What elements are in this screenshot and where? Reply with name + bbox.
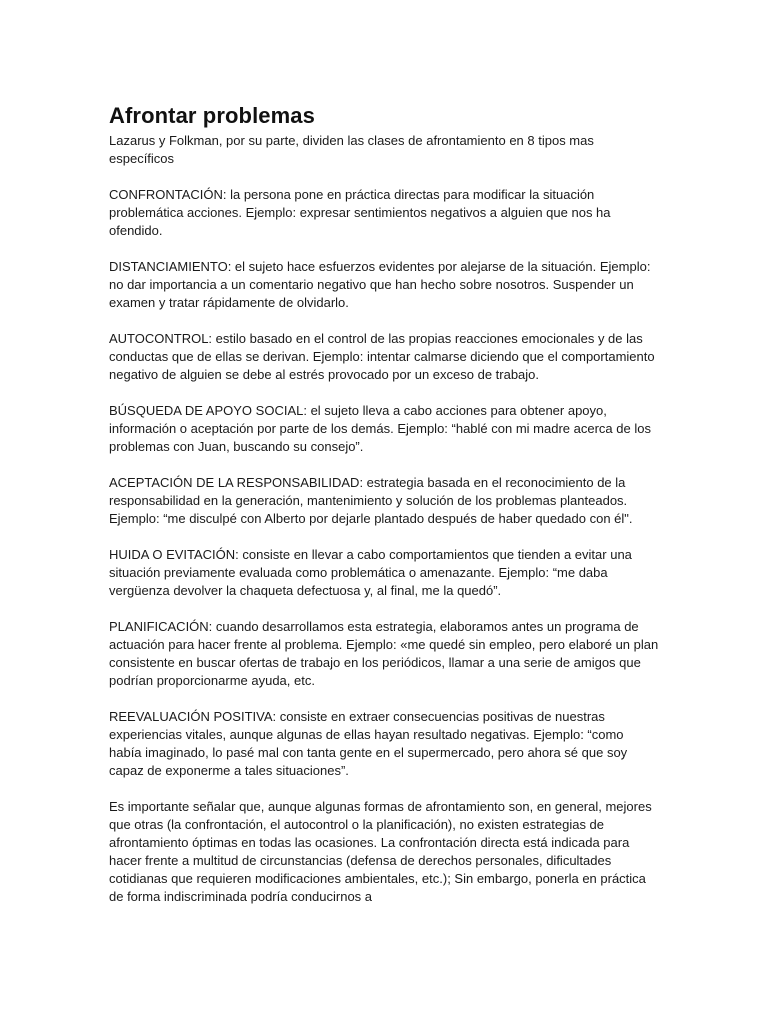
intro-paragraph: Lazarus y Folkman, por su parte, dividen las clases de afrontamiento en 8 tipos mas específicos xyxy=(109,133,594,166)
paragraph-confrontacion: CONFRONTACIÓN: la persona pone en práctica directas para modificar la situación problemática acciones. Ejemplo: expresar sentimientos negativos a alguien que nos ha ofendido. xyxy=(109,187,611,238)
paragraph-aceptacion-responsabilidad: ACEPTACIÓN DE LA RESPONSABILIDAD: estrategia basada en el reconocimiento de la responsabilidad en la generación, mantenimiento y solución de los problemas planteados. Ejemplo: “me disculpé con Alberto por dejarle plantado después de haber quedado con él". xyxy=(109,475,633,526)
paragraph-reevaluacion-positiva: REEVALUACIÓN POSITIVA: consiste en extraer consecuencias positivas de nuestras experiencias vitales, aunque algunas de ellas hayan resultado negativas. Ejemplo: “como había imaginado, lo pasé mal con tanta gente en el supermercado, pero ahora sé que soy capaz de exponerme a tales situaciones”. xyxy=(109,709,628,778)
paragraph-autocontrol: AUTOCONTROL: estilo basado en el control de las propias reacciones emocionales y de las conductas que de ellas se derivan. Ejemplo: intentar calmarse diciendo que el comportamiento negativo de alguien se debe al estrés provocado por un exceso de trabajo. xyxy=(109,331,655,382)
paragraph-huida-evitacion: HUIDA O EVITACIÓN: consiste en llevar a cabo comportamientos que tienden a evitar una situación previamente evaluada como problemática o amenazante. Ejemplo: “me daba vergüenza devolver la chaqueta defectuosa y, al final, me la quedó”. xyxy=(109,547,632,598)
document-content xyxy=(109,104,659,924)
paragraph-busqueda-apoyo-social: BÚSQUEDA DE APOYO SOCIAL: el sujeto lleva a cabo acciones para obtener apoyo, información o aceptación por parte de los demás. Ejemplo: “hablé con mi madre acerca de los problemas con Juan, buscando su consejo”. xyxy=(109,403,651,454)
paragraph-distanciamiento: DISTANCIAMIENTO: el sujeto hace esfuerzos evidentes por alejarse de la situación. Ejemplo: no dar importancia a un comentario negativo que han hecho sobre nosotros. Suspender un examen y tratar rápidamente de olvidarlo. xyxy=(109,259,651,310)
paragraph-conclusion: Es importante señalar que, aunque algunas formas de afrontamiento son, en general, mejores que otras (la confrontación, el autocontrol o la planificación), no existen estrategias de afrontamiento óptimas en todas las ocasiones. La confrontación directa está indicada para hacer frente a multitud de circunstancias (defensa de derechos personales, dificultades cotidianas que requieren modificaciones ambientales, etc.); Sin embargo, ponerla en práctica de forma indiscriminada podría conducirnos a xyxy=(109,799,652,904)
paragraph-planificacion: PLANIFICACIÓN: cuando desarrollamos esta estrategia, elaboramos antes un programa de actuación para hacer frente al problema. Ejemplo: «me quedé sin empleo, pero elaboré un plan consistente en buscar ofertas de trabajo en los periódicos, llamar a una serie de amigos que podrían proporcionarme ayuda, etc. xyxy=(109,619,659,688)
document-title: Afrontar problemas xyxy=(109,103,315,128)
